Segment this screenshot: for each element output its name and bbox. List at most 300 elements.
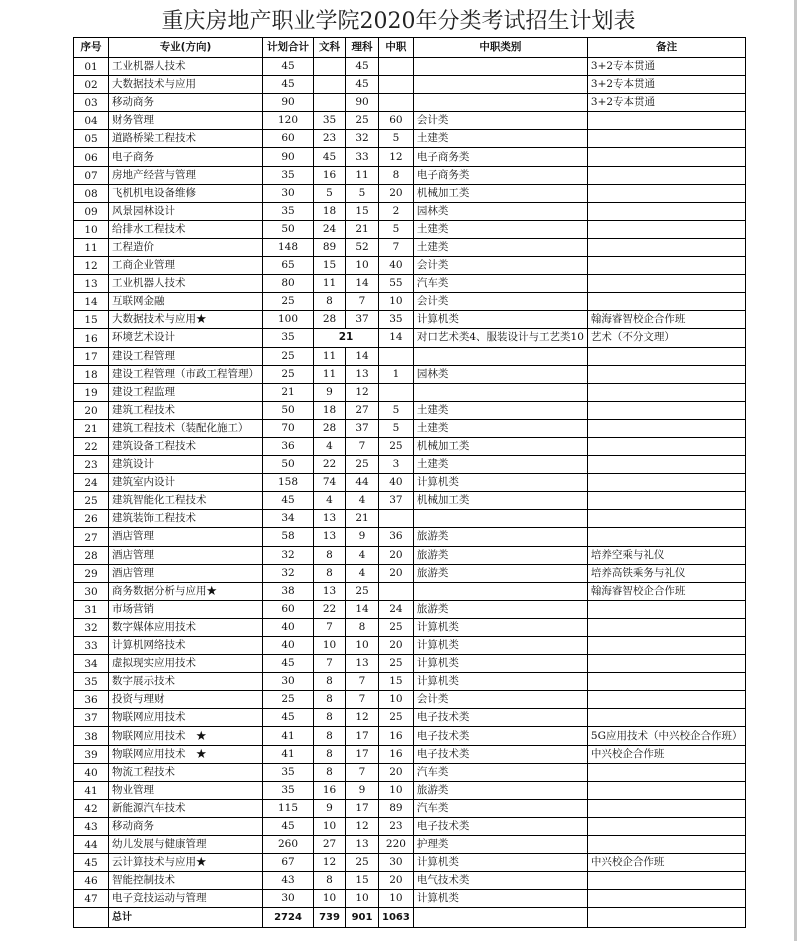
table-row [74,437,746,455]
cell-seq: 17 [74,347,109,365]
cell-seq: 36 [74,691,109,709]
table-row [74,510,746,528]
cell-note [587,510,746,528]
cell-voc-category: 旅游类 [413,564,587,582]
cell-note [587,637,746,655]
cell-arts: 13 [314,582,346,600]
cell-major: 建设工程管理（市政工程管理） [109,365,263,383]
cell-major: 商务数据分析与应用★ [109,582,263,600]
cell-vocational: 25 [379,655,414,673]
cell-vocational: 24 [379,600,414,618]
total-science: 901 [346,908,379,928]
cell-seq: 32 [74,618,109,636]
cell-note [587,673,746,691]
cell-total: 45 [263,492,314,510]
cell-major: 移动商务 [109,817,263,835]
cell-total: 35 [263,166,314,184]
cell-science: 4 [346,492,379,510]
cell-note: 培养空乘与礼仪 [587,546,746,564]
cell-vocational: 10 [379,293,414,311]
table-row [74,58,746,76]
total-note [587,908,746,928]
cell-seq: 11 [74,238,109,256]
cell-seq: 24 [74,474,109,492]
table-row [74,238,746,256]
cell-note [587,528,746,546]
cell-seq: 13 [74,275,109,293]
cell-seq: 01 [74,58,109,76]
cell-science: 7 [346,673,379,691]
cell-note [587,763,746,781]
table-row [74,673,746,691]
cell-total: 21 [263,383,314,401]
table-row [74,799,746,817]
cell-vocational: 40 [379,257,414,275]
cell-note [587,618,746,636]
table-header-row [74,38,746,58]
cell-vocational: 10 [379,781,414,799]
table-row [74,202,746,220]
cell-arts: 16 [314,166,346,184]
cell-seq: 33 [74,637,109,655]
cell-note: 3+2专本贯通 [587,94,746,112]
cell-science: 17 [346,745,379,763]
cell-vocational: 30 [379,854,414,872]
cell-vocational [379,383,414,401]
cell-arts: 89 [314,238,346,256]
table-row [74,456,746,474]
cell-voc-category: 计算机类 [413,655,587,673]
cell-total: 100 [263,311,314,329]
cell-arts: 10 [314,890,346,908]
cell-voc-category: 土建类 [413,238,587,256]
cell-science: 7 [346,437,379,455]
cell-note: 3+2专本贯通 [587,76,746,94]
cell-vocational: 12 [379,148,414,166]
cell-arts: 45 [314,148,346,166]
cell-arts: 18 [314,202,346,220]
cell-voc-category: 计算机类 [413,637,587,655]
cell-major: 物联网应用技术 ★ [109,745,263,763]
cell-seq: 22 [74,437,109,455]
cell-total: 60 [263,130,314,148]
cell-voc-category [413,347,587,365]
cell-vocational: 7 [379,238,414,256]
cell-total: 35 [263,202,314,220]
cell-science: 44 [346,474,379,492]
table-row [74,383,746,401]
cell-total: 90 [263,94,314,112]
cell-arts: 74 [314,474,346,492]
cell-note [587,220,746,238]
cell-seq: 29 [74,564,109,582]
cell-major: 建筑设备工程技术 [109,437,263,455]
cell-total: 120 [263,112,314,130]
cell-voc-category: 计算机类 [413,618,587,636]
cell-total: 25 [263,365,314,383]
table-row [74,546,746,564]
total-arts: 739 [314,908,346,928]
cell-total: 30 [263,184,314,202]
cell-note [587,890,746,908]
cell-arts: 8 [314,673,346,691]
cell-voc-category [413,383,587,401]
cell-voc-category: 电子商务类 [413,166,587,184]
cell-note [587,293,746,311]
cell-arts: 23 [314,130,346,148]
cell-major: 物联网应用技术 [109,709,263,727]
cell-seq: 37 [74,709,109,727]
cell-science: 13 [346,365,379,383]
cell-note [587,872,746,890]
header-science: 理科 [346,38,379,58]
cell-major: 建筑工程技术 [109,401,263,419]
cell-note [587,112,746,130]
cell-science: 21 [346,220,379,238]
document-title: 重庆房地产职业学院2020年分类考试招生计划表 [161,9,636,34]
cell-major: 环境艺术设计 [109,329,263,347]
cell-major: 道路桥梁工程技术 [109,130,263,148]
cell-arts [314,58,346,76]
cell-voc-category: 土建类 [413,456,587,474]
cell-voc-category: 汽车类 [413,799,587,817]
cell-major: 给排水工程技术 [109,220,263,238]
cell-vocational: 20 [379,546,414,564]
table-row [74,365,746,383]
cell-arts: 11 [314,365,346,383]
cell-total: 41 [263,745,314,763]
cell-science: 11 [346,166,379,184]
cell-arts: 5 [314,184,346,202]
cell-science: 5 [346,184,379,202]
cell-voc-category: 汽车类 [413,763,587,781]
cell-total: 35 [263,763,314,781]
cell-science: 90 [346,94,379,112]
header-seq: 序号 [74,38,109,58]
cell-major: 酒店管理 [109,564,263,582]
cell-seq: 30 [74,582,109,600]
cell-major: 电子竞技运动与管理 [109,890,263,908]
cell-total: 43 [263,872,314,890]
cell-seq: 35 [74,673,109,691]
cell-note [587,365,746,383]
cell-seq: 14 [74,293,109,311]
cell-vocational: 25 [379,437,414,455]
cell-vocational: 36 [379,528,414,546]
cell-total: 90 [263,148,314,166]
cell-major: 计算机网络技术 [109,637,263,655]
cell-note: 中兴校企合作班 [587,854,746,872]
cell-vocational: 40 [379,474,414,492]
cell-vocational: 14 [379,329,414,347]
table-row [74,184,746,202]
table-row [74,727,746,745]
cell-science: 33 [346,148,379,166]
table-row [74,347,746,365]
cell-science: 10 [346,257,379,275]
cell-major: 建筑室内设计 [109,474,263,492]
cell-arts: 28 [314,419,346,437]
cell-arts: 18 [314,401,346,419]
cell-vocational: 20 [379,564,414,582]
table-row [74,311,746,329]
cell-arts: 24 [314,220,346,238]
cell-note [587,238,746,256]
cell-total: 58 [263,528,314,546]
cell-voc-category: 护理类 [413,836,587,854]
table-row [74,836,746,854]
cell-seq: 31 [74,600,109,618]
cell-seq: 05 [74,130,109,148]
cell-vocational: 5 [379,220,414,238]
cell-science: 7 [346,293,379,311]
cell-major: 智能控制技术 [109,872,263,890]
cell-voc-category [413,58,587,76]
cell-science: 15 [346,202,379,220]
cell-seq: 03 [74,94,109,112]
cell-seq: 45 [74,854,109,872]
cell-voc-category: 会计类 [413,293,587,311]
cell-note [587,202,746,220]
cell-seq: 07 [74,166,109,184]
cell-seq: 27 [74,528,109,546]
cell-science: 37 [346,419,379,437]
cell-total: 30 [263,673,314,691]
cell-voc-category: 旅游类 [413,600,587,618]
cell-total: 35 [263,781,314,799]
cell-vocational: 60 [379,112,414,130]
total-label: 总计 [109,908,263,928]
cell-arts: 10 [314,817,346,835]
cell-note [587,709,746,727]
cell-seq: 06 [74,148,109,166]
cell-seq: 23 [74,456,109,474]
cell-vocational: 16 [379,745,414,763]
cell-arts: 9 [314,383,346,401]
table-row [74,600,746,618]
table-row [74,166,746,184]
cell-total: 45 [263,817,314,835]
cell-seq: 41 [74,781,109,799]
cell-vocational: 220 [379,836,414,854]
cell-science: 4 [346,546,379,564]
cell-arts: 7 [314,655,346,673]
cell-seq: 10 [74,220,109,238]
cell-total: 40 [263,618,314,636]
table-row [74,220,746,238]
table-row [74,492,746,510]
cell-arts: 11 [314,347,346,365]
table-row [74,528,746,546]
cell-voc-category: 电子技术类 [413,709,587,727]
cell-seq: 44 [74,836,109,854]
cell-arts: 8 [314,293,346,311]
cell-total: 67 [263,854,314,872]
cell-voc-category: 土建类 [413,130,587,148]
cell-voc-category: 旅游类 [413,546,587,564]
cell-total: 25 [263,293,314,311]
cell-voc-category: 土建类 [413,401,587,419]
cell-science: 27 [346,401,379,419]
cell-voc-category: 会计类 [413,691,587,709]
cell-seq: 47 [74,890,109,908]
cell-major: 幼儿发展与健康管理 [109,836,263,854]
cell-note [587,184,746,202]
cell-note: 培养高铁乘务与礼仪 [587,564,746,582]
cell-arts: 12 [314,854,346,872]
cell-major: 房地产经营与管理 [109,166,263,184]
cell-total: 50 [263,401,314,419]
cell-science: 21 [346,510,379,528]
cell-arts: 27 [314,836,346,854]
cell-seq: 26 [74,510,109,528]
cell-vocational: 37 [379,492,414,510]
cell-arts: 8 [314,691,346,709]
header-major: 专业(方向) [109,38,263,58]
cell-major: 新能源汽车技术 [109,799,263,817]
table-row [74,76,746,94]
cell-voc-category: 土建类 [413,419,587,437]
cell-vocational: 8 [379,166,414,184]
cell-seq: 20 [74,401,109,419]
cell-total: 30 [263,890,314,908]
table-row [74,872,746,890]
cell-major: 酒店管理 [109,546,263,564]
cell-arts: 8 [314,872,346,890]
cell-voc-category: 园林类 [413,365,587,383]
cell-science: 13 [346,655,379,673]
cell-total: 60 [263,600,314,618]
cell-note [587,817,746,835]
cell-science: 25 [346,456,379,474]
cell-major: 建筑设计 [109,456,263,474]
cell-note: 翰海睿智校企合作班 [587,311,746,329]
cell-note [587,383,746,401]
cell-seq: 12 [74,257,109,275]
cell-vocational: 20 [379,872,414,890]
cell-science: 37 [346,311,379,329]
cell-science: 32 [346,130,379,148]
cell-note [587,836,746,854]
cell-arts: 22 [314,456,346,474]
cell-arts: 8 [314,763,346,781]
cell-seq: 15 [74,311,109,329]
cell-total: 115 [263,799,314,817]
cell-science: 17 [346,799,379,817]
table-row [74,637,746,655]
cell-note [587,437,746,455]
cell-voc-category [413,510,587,528]
table-row [74,564,746,582]
table-row [74,655,746,673]
cell-total: 50 [263,220,314,238]
cell-note: 5G应用技术（中兴校企合作班） [587,727,746,745]
cell-total: 32 [263,564,314,582]
cell-note [587,347,746,365]
cell-science: 13 [346,836,379,854]
cell-science: 14 [346,600,379,618]
cell-major: 建设工程监理 [109,383,263,401]
cell-major: 建筑装饰工程技术 [109,510,263,528]
cell-total: 35 [263,329,314,347]
cell-seq: 43 [74,817,109,835]
cell-arts-science-merged: 21 [314,329,379,347]
cell-science: 14 [346,275,379,293]
cell-science: 12 [346,383,379,401]
cell-voc-category: 汽车类 [413,275,587,293]
cell-major: 建设工程管理 [109,347,263,365]
cell-voc-category: 计算机类 [413,854,587,872]
cell-arts: 22 [314,600,346,618]
cell-science: 25 [346,112,379,130]
table-row [74,293,746,311]
cell-voc-category: 机械加工类 [413,437,587,455]
cell-seq: 38 [74,727,109,745]
cell-voc-category: 计算机类 [413,890,587,908]
cell-science: 17 [346,727,379,745]
total-voc-category [413,908,587,928]
cell-vocational: 10 [379,691,414,709]
table-row [74,112,746,130]
cell-total: 32 [263,546,314,564]
cell-seq: 18 [74,365,109,383]
cell-seq: 09 [74,202,109,220]
cell-science: 45 [346,76,379,94]
cell-science: 7 [346,763,379,781]
cell-major: 飞机机电设备维修 [109,184,263,202]
cell-science: 14 [346,347,379,365]
cell-arts: 4 [314,437,346,455]
table-row [74,94,746,112]
cell-major: 市场营销 [109,600,263,618]
cell-vocational [379,582,414,600]
cell-vocational: 10 [379,890,414,908]
cell-total: 70 [263,419,314,437]
cell-arts: 9 [314,799,346,817]
cell-note [587,275,746,293]
cell-vocational [379,510,414,528]
cell-science: 15 [346,872,379,890]
cell-note: 艺术（不分文理） [587,329,746,347]
cell-arts: 8 [314,546,346,564]
cell-voc-category: 会计类 [413,112,587,130]
cell-note [587,799,746,817]
enrollment-plan-table [73,37,746,928]
cell-science: 12 [346,817,379,835]
cell-science: 7 [346,691,379,709]
cell-vocational: 3 [379,456,414,474]
cell-major: 互联网金融 [109,293,263,311]
cell-vocational: 5 [379,401,414,419]
cell-arts: 28 [314,311,346,329]
cell-arts: 16 [314,781,346,799]
cell-seq: 19 [74,383,109,401]
cell-seq: 42 [74,799,109,817]
cell-seq: 39 [74,745,109,763]
cell-total: 45 [263,58,314,76]
table-row [74,474,746,492]
table-row [74,419,746,437]
cell-total: 25 [263,691,314,709]
cell-voc-category: 电子技术类 [413,745,587,763]
cell-arts: 10 [314,637,346,655]
cell-vocational: 89 [379,799,414,817]
table-row [74,401,746,419]
cell-voc-category: 计算机类 [413,673,587,691]
cell-vocational: 20 [379,763,414,781]
cell-science: 25 [346,582,379,600]
cell-vocational: 23 [379,817,414,835]
